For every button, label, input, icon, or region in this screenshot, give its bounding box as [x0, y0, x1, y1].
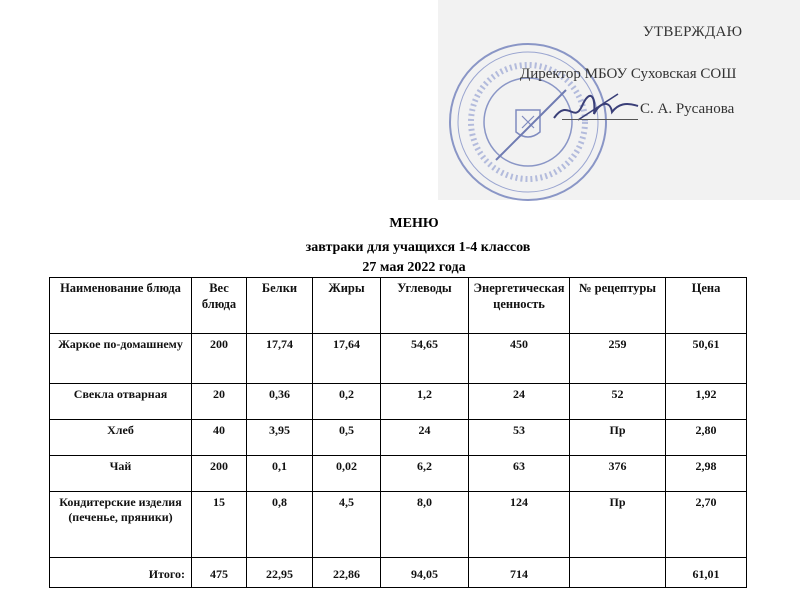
- signature-icon: [548, 88, 644, 128]
- fat-cell: 22,86: [313, 558, 381, 588]
- carbs-cell: 8,0: [381, 492, 469, 558]
- weight-cell: 15: [192, 492, 247, 558]
- column-header: Наименование блюда: [50, 278, 192, 334]
- fat-cell: 4,5: [313, 492, 381, 558]
- column-header: Цена: [666, 278, 747, 334]
- signature-line: [562, 119, 638, 120]
- table-row: [50, 456, 747, 492]
- protein-cell: 0,8: [247, 492, 313, 558]
- energy-cell: 24: [469, 384, 570, 420]
- energy-cell: 63: [469, 456, 570, 492]
- price-cell: 2,70: [666, 492, 747, 558]
- recipe-cell: Пр: [570, 492, 666, 558]
- column-header: Углеводы: [381, 278, 469, 334]
- carbs-cell: 54,65: [381, 334, 469, 384]
- protein-cell: 0,36: [247, 384, 313, 420]
- weight-cell: 475: [192, 558, 247, 588]
- approval-title: УТВЕРЖДАЮ: [643, 24, 743, 40]
- carbs-cell: 1,2: [381, 384, 469, 420]
- column-header: № рецептуры: [570, 278, 666, 334]
- protein-cell: 22,95: [247, 558, 313, 588]
- weight-cell: 20: [192, 384, 247, 420]
- menu-date: 27 мая 2022 года: [362, 260, 466, 275]
- approval-position: Директор МБОУ Суховская СОШ: [520, 66, 737, 82]
- carbs-cell: 6,2: [381, 456, 469, 492]
- carbs-cell: 94,05: [381, 558, 469, 588]
- price-cell: 1,92: [666, 384, 747, 420]
- dish-name: Чай: [50, 456, 192, 492]
- weight-cell: 200: [192, 334, 247, 384]
- dish-name: Жаркое по-домашнему: [50, 334, 192, 384]
- energy-cell: 714: [469, 558, 570, 588]
- column-header: Белки: [247, 278, 313, 334]
- recipe-cell: 259: [570, 334, 666, 384]
- carbs-cell: 24: [381, 420, 469, 456]
- column-header: Вес блюда: [192, 278, 247, 334]
- fat-cell: 0,2: [313, 384, 381, 420]
- total-row: [50, 558, 747, 588]
- column-header: Жиры: [313, 278, 381, 334]
- price-cell: 2,98: [666, 456, 747, 492]
- table-header-row: [50, 278, 747, 334]
- protein-cell: 3,95: [247, 420, 313, 456]
- approval-name: С. А. Русанова: [640, 101, 735, 117]
- weight-cell: 40: [192, 420, 247, 456]
- energy-cell: 53: [469, 420, 570, 456]
- fat-cell: 17,64: [313, 334, 381, 384]
- price-cell: 50,61: [666, 334, 747, 384]
- fat-cell: 0,02: [313, 456, 381, 492]
- energy-cell: 450: [469, 334, 570, 384]
- protein-cell: 17,74: [247, 334, 313, 384]
- recipe-cell: [570, 558, 666, 588]
- table-row: [50, 384, 747, 420]
- price-cell: 2,80: [666, 420, 747, 456]
- protein-cell: 0,1: [247, 456, 313, 492]
- dish-name: Хлеб: [50, 420, 192, 456]
- dish-name: Свекла отварная: [50, 384, 192, 420]
- fat-cell: 0,5: [313, 420, 381, 456]
- menu-title: МЕНЮ: [389, 216, 439, 231]
- menu-table: [49, 277, 747, 588]
- energy-cell: 124: [469, 492, 570, 558]
- menu-subtitle: завтраки для учащихся 1-4 классов: [305, 240, 531, 255]
- column-header: Энергетическая ценность: [469, 278, 570, 334]
- dish-name: Кондитерские изделия (печенье, пряники): [50, 492, 192, 558]
- table-row: [50, 492, 747, 558]
- table-row: [50, 334, 747, 384]
- total-label: Итого:: [50, 558, 192, 588]
- recipe-cell: 52: [570, 384, 666, 420]
- table-row: [50, 420, 747, 456]
- weight-cell: 200: [192, 456, 247, 492]
- recipe-cell: Пр: [570, 420, 666, 456]
- recipe-cell: 376: [570, 456, 666, 492]
- price-cell: 61,01: [666, 558, 747, 588]
